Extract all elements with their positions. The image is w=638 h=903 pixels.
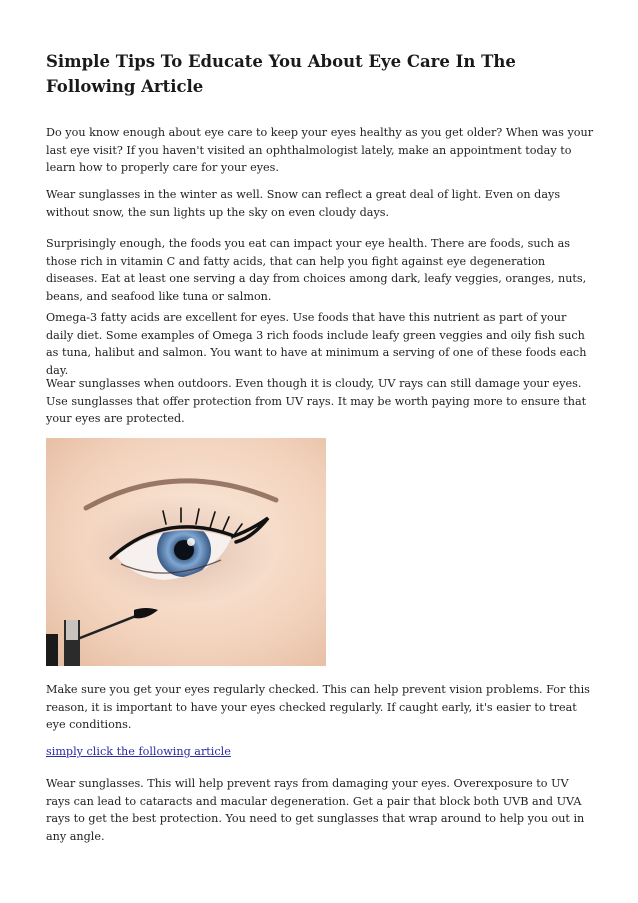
- eye-illustration: [46, 438, 326, 666]
- paragraph-omega3: Omega-3 fatty acids are excellent for eyes. Use foods that have this nutrient as part of your daily diet. Some examples of Omega 3 rich foods include leafy green veggies and oily fish such as tuna, halibut and salmon. You want to have at minimum a serving of one of these foods each day.: [46, 311, 587, 377]
- paragraph-outdoor-sunglasses: Wear sunglasses when outdoors. Even though it is cloudy, UV rays can still damage your eyes. Use sunglasses that offer protection from UV rays. It may be worth paying more to ensure that your eyes are protected.: [46, 377, 587, 425]
- paragraph-uv-protection: Wear sunglasses. This will help prevent rays from damaging your eyes. Overexposure to UV rays can lead to cataracts and macular degeneration. Get a pair that block both UVB and UVA rays to get the best protection. You need to get sunglasses that wrap around to help you out in any angle.: [46, 777, 585, 843]
- paragraph-regular-checkups: Make sure you get your eyes regularly checked. This can help prevent vision problems. For this reason, it is important to have your eyes checked regularly. If caught early, it's easier to treat eye conditions.: [46, 683, 590, 731]
- paragraph-winter-sunglasses: Wear sunglasses in the winter as well. Snow can reflect a great deal of light. Even on days without snow, the sun lights up the sky on even cloudy days.: [46, 188, 561, 219]
- paragraph-intro: Do you know enough about eye care to keep your eyes healthy as you get older? When was your last eye visit? If you haven't visited an ophthalmologist lately, make an appointment today to learn how to properly care for your eyes.: [46, 126, 594, 174]
- article-title: Simple Tips To Educate You About Eye Care In The Following Article: [46, 52, 516, 96]
- paragraph-foods: Surprisingly enough, the foods you eat can impact your eye health. There are foods, such as those rich in vitamin C and fatty acids, that can help you fight against eye degeneration diseases. Eat at least one serving a day from choices among dark, leafy veggies, oranges, nuts, beans, and seafood like tuna or salmon.: [46, 237, 587, 303]
- article-link[interactable]: simply click the following article: [46, 745, 231, 758]
- eye-photo: [46, 438, 326, 666]
- link-paragraph: [46, 743, 594, 761]
